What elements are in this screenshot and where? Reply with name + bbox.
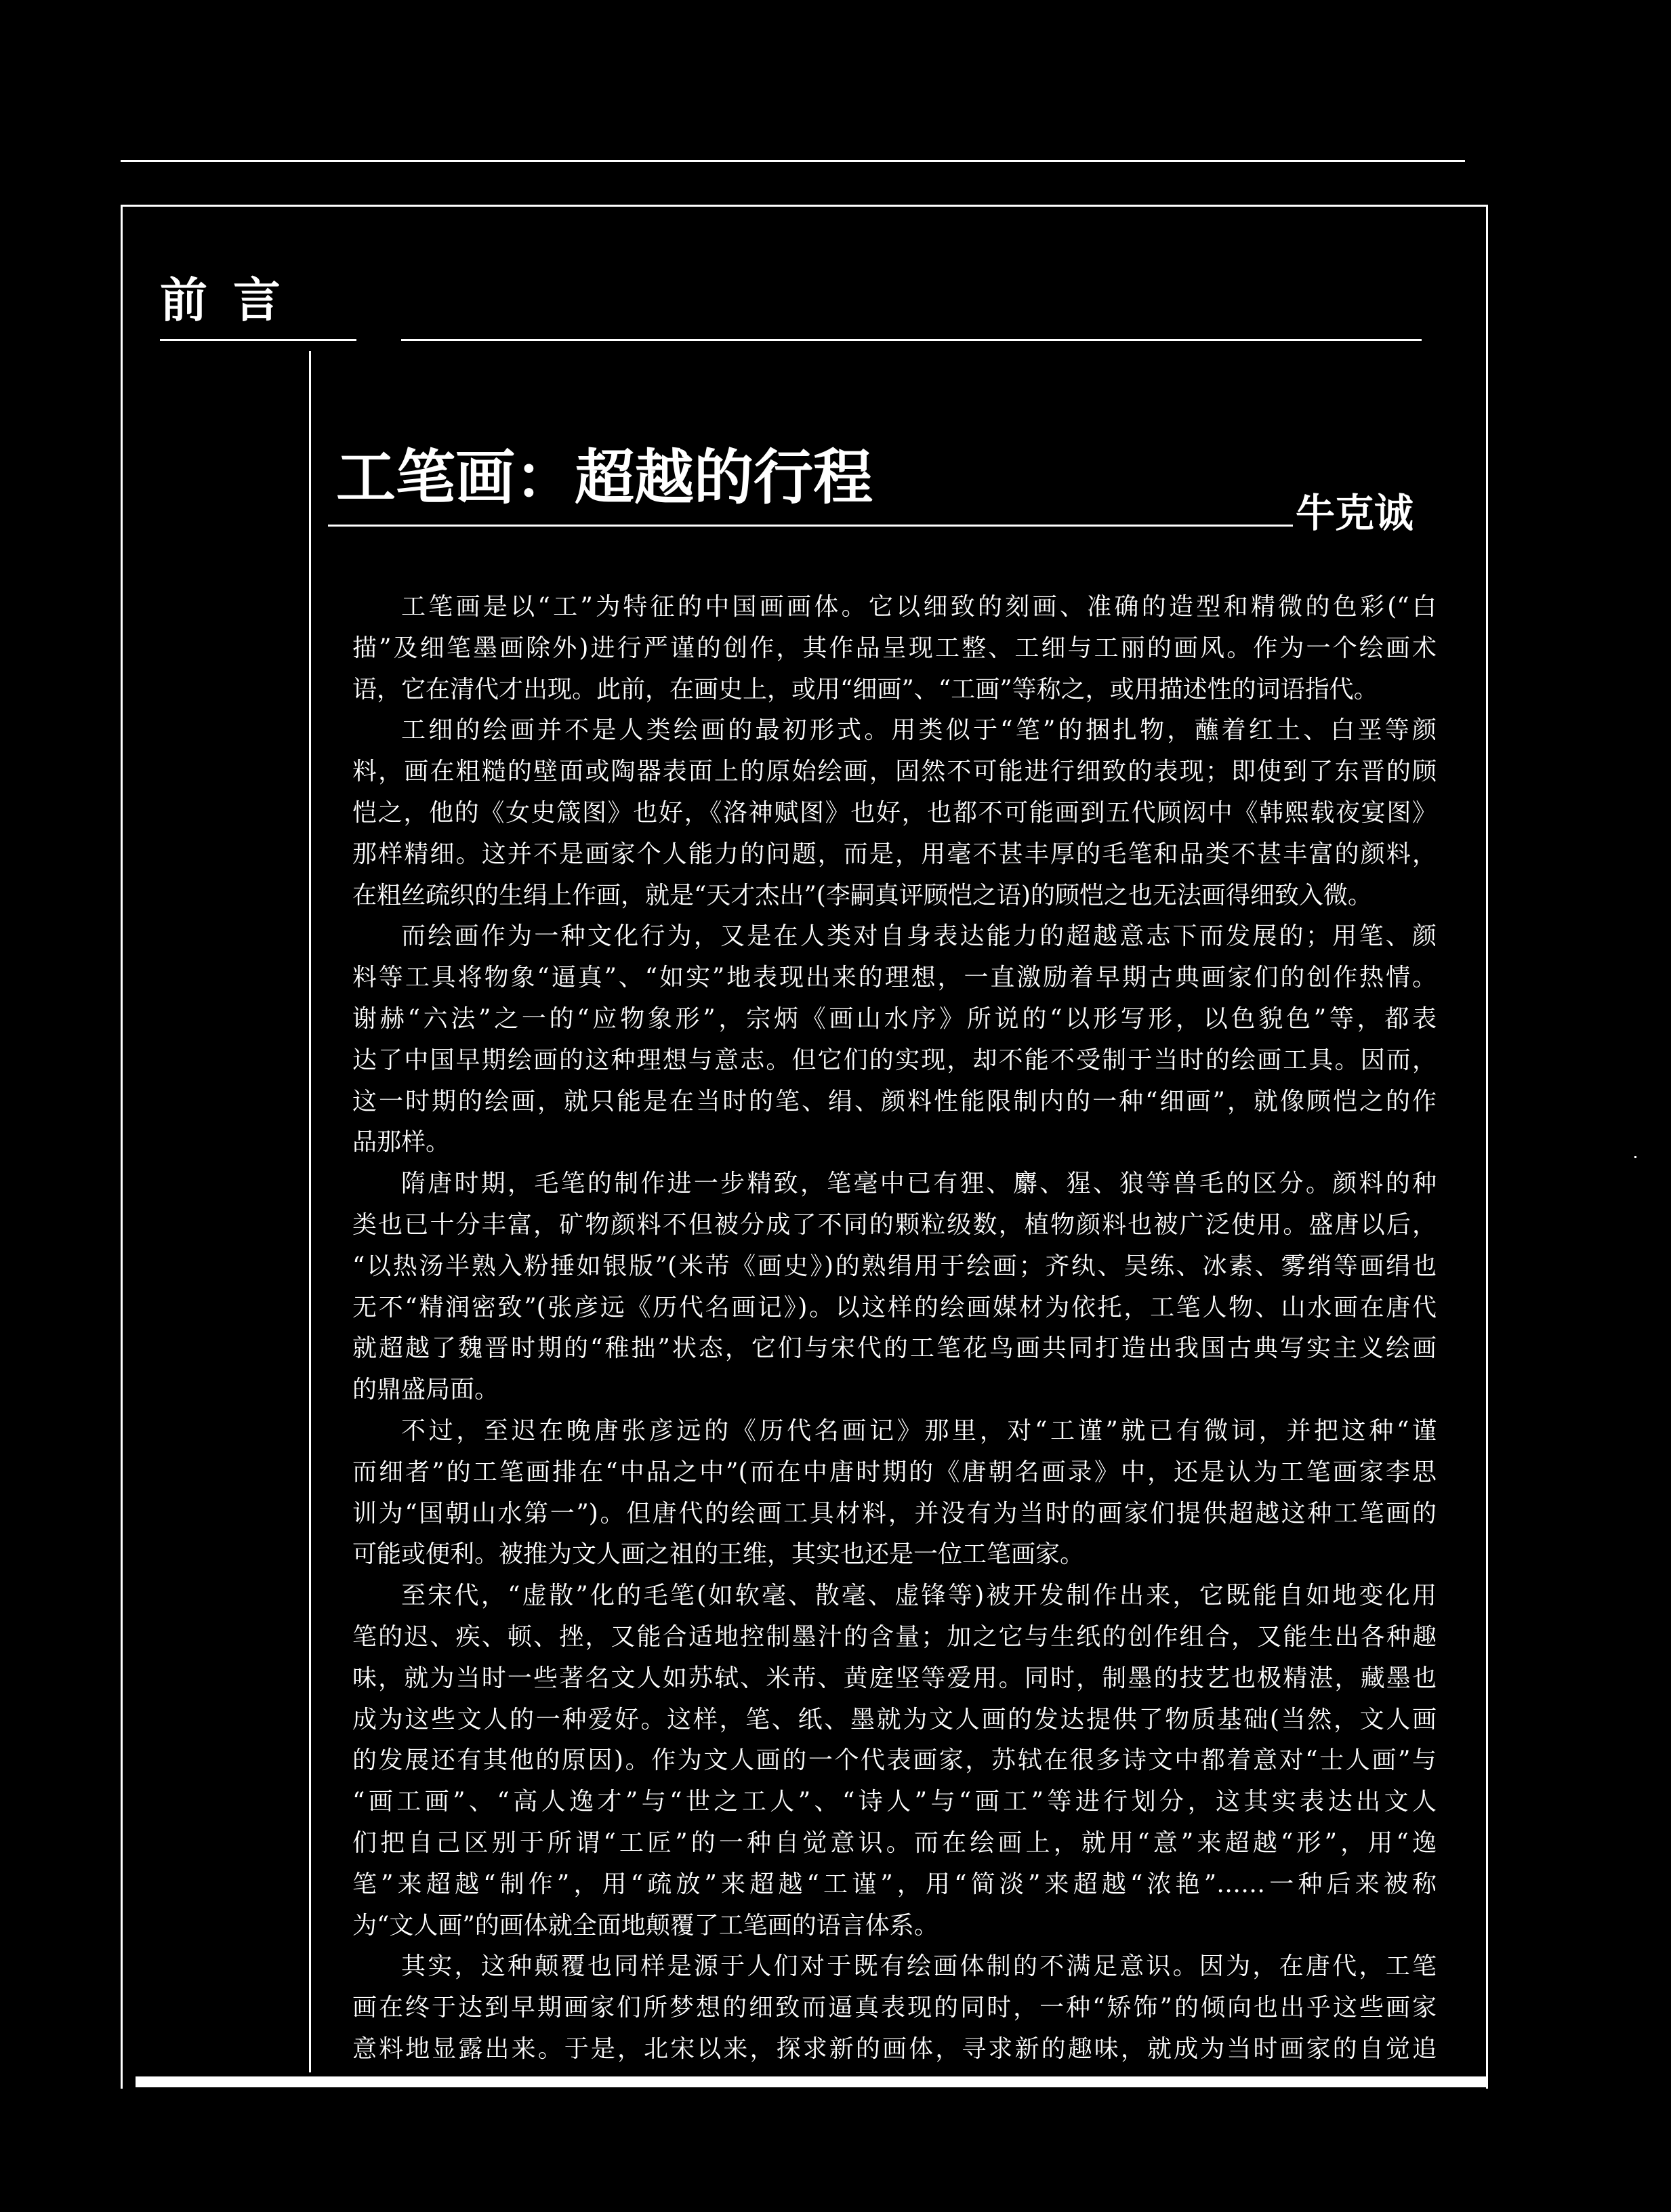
- body-line: 而细者”的工笔画排在“中品之中”(而在中唐时期的《唐朝名画录》中，还是认为工笔画家李思: [352, 1458, 1437, 1486]
- body-line: 们把自己区别于所谓“工匠”的一种自觉意识。而在绘画上，就用“意”来超越“形”，用“逸: [352, 1828, 1437, 1857]
- body-line: 这一时期的绘画，就只能是在当时的笔、绢、颜料性能限制内的一种“细画”，就像顾恺之的作: [352, 1087, 1437, 1115]
- body-line: 可能或便利。被推为文人画之祖的王维，其实也还是一位工笔画家。: [352, 1540, 1085, 1569]
- body-line: 的鼎盛局面。: [352, 1376, 499, 1404]
- heading-underline-left: [160, 339, 356, 341]
- frame-bottom-border: [136, 2076, 1488, 2087]
- body-line: 类也已十分丰富，矿物颜料不但被分成了不同的颗粒级数，植物颜料也被广泛使用。盛唐以后，: [352, 1210, 1437, 1239]
- body-line: 谢赫“六法”之一的“应物象形”，宗炳《画山水序》所说的“以形写形，以色貌色”等，都表: [352, 1004, 1437, 1033]
- section-heading: 前言: [160, 272, 306, 328]
- body-line: 无不“精润密致”(张彦远《历代名画记》)。以这样的绘画媒材为依托，工笔人物、山水画在唐代: [352, 1293, 1437, 1322]
- body-line: 不过，至迟在晚唐张彦远的《历代名画记》那里，对“工谨”就已有微词，并把这种“谨: [401, 1416, 1437, 1445]
- body-line: 味，就为当时一些著名文人如苏轼、米芾、黄庭坚等爱用。同时，制墨的技艺也极精湛，藏墨也: [352, 1664, 1437, 1692]
- body-line: 在粗丝疏织的生绢上作画，就是“天才杰出”(李嗣真评顾恺之语)的顾恺之也无法画得细致入微。: [352, 881, 1372, 909]
- body-line: 其实，这种颠覆也同样是源于人们对于既有绘画体制的不满足意识。因为，在唐代，工笔: [401, 1952, 1437, 1981]
- body-line: 语，它在清代才出现。此前，在画史上，或用“细画”、“工画”等称之，或用描述性的词语指代。: [352, 675, 1378, 703]
- top-rule: [121, 160, 1465, 162]
- frame-left-border: [121, 205, 123, 2089]
- author-name: 牛克诚: [1296, 490, 1414, 536]
- frame-top-border: [121, 205, 1488, 207]
- body-line: 笔”来超越“制作”，用“疏放”来超越“工谨”，用“简淡”来超越“浓艳”……一种后来被称: [352, 1870, 1437, 1898]
- page-speck: [1634, 1156, 1636, 1158]
- body-line: 料，画在粗糙的壁面或陶器表面上的原始绘画，固然不可能进行细致的表现；即使到了东晋的顾: [352, 758, 1437, 786]
- body-line: 意料地显露出来。于是，北宋以来，探求新的画体，寻求新的趣味，就成为当时画家的自觉追: [352, 2034, 1437, 2063]
- heading-underline-right: [401, 339, 1422, 341]
- body-line: 恺之，他的《女史箴图》也好，《洛神赋图》也好，也都不可能画到五代顾闳中《韩熙载夜宴图》: [352, 798, 1437, 827]
- body-line: 品那样。: [352, 1128, 451, 1157]
- body-line: 就超越了魏晋时期的“稚拙”状态，它们与宋代的工笔花鸟画共同打造出我国古典写实主义绘画: [352, 1334, 1437, 1363]
- body-line: 至宋代，“虚散”化的毛笔(如软毫、散毫、虚锋等)被开发制作出来，它既能自如地变化用: [401, 1582, 1437, 1610]
- body-line: 训为“国朝山水第一”)。但唐代的绘画工具材料，并没有为当时的画家们提供超越这种工笔画的: [352, 1499, 1437, 1528]
- frame-right-border: [1486, 205, 1488, 2089]
- body-line: 工细的绘画并不是人类绘画的最初形式。用类似于“笔”的捆扎物，蘸着红土、白垩等颜: [401, 716, 1437, 745]
- body-line: 达了中国早期绘画的这种理想与意志。但它们的实现，却不能不受制于当时的绘画工具。因而，: [352, 1046, 1437, 1074]
- body-line: 那样精细。这并不是画家个人能力的问题，而是，用毫不甚丰厚的毛笔和品类不甚丰富的颜料，: [352, 840, 1437, 868]
- body-line: 为“文人画”的画体就全面地颠覆了工笔画的语言体系。: [352, 1911, 938, 1940]
- body-line: “画工画”、“高人逸才”与“世之工人”、“诗人”与“画工”等进行划分，这其实表达出文人: [352, 1788, 1437, 1816]
- body-line: 描”及细笔墨画除外)进行严谨的创作，其作品呈现工整、工细与工丽的画风。作为一个绘画术: [352, 634, 1437, 662]
- body-line: “以热汤半熟入粉捶如银版”(米芾《画史》)的熟绢用于绘画；齐纨、吴练、冰素、雾绡等画绢也: [352, 1252, 1437, 1280]
- body-line: 而绘画作为一种文化行为，又是在人类对自身表达能力的超越意志下而发展的；用笔、颜: [401, 922, 1437, 951]
- body-line: 画在终于达到早期画家们所梦想的细致而逼真表现的同时，一种“矫饰”的倾向也出乎这些画家: [352, 1994, 1437, 2022]
- body-line: 隋唐时期，毛笔的制作进一步精致，笔毫中已有狸、麝、猩、狼等兽毛的区分。颜料的种: [401, 1170, 1437, 1198]
- body-line: 的发展还有其他的原因)。作为文人画的一个代表画家，苏轼在很多诗文中都着意对“士人画”与: [352, 1746, 1437, 1775]
- inner-vertical-rule: [309, 351, 311, 2072]
- body-line: 料等工具将物象“逼真”、“如实”地表现出来的理想，一直激励着早期古典画家们的创作热情。: [352, 964, 1437, 992]
- body-line: 笔的迟、疾、顿、挫，又能合适地控制墨汁的含量；加之它与生纸的创作组合，又能生出各种趣: [352, 1622, 1437, 1651]
- body-line: 成为这些文人的一种爱好。这样，笔、纸、墨就为文人画的发达提供了物质基础(当然，文人画: [352, 1705, 1437, 1734]
- body-line: 工笔画是以“工”为特征的中国画画体。它以细致的刻画、准确的造型和精微的色彩(“白: [401, 593, 1437, 621]
- article-body: [352, 587, 1437, 2070]
- title-underline: [328, 525, 1293, 527]
- article-title: 工笔画：超越的行程: [336, 442, 873, 512]
